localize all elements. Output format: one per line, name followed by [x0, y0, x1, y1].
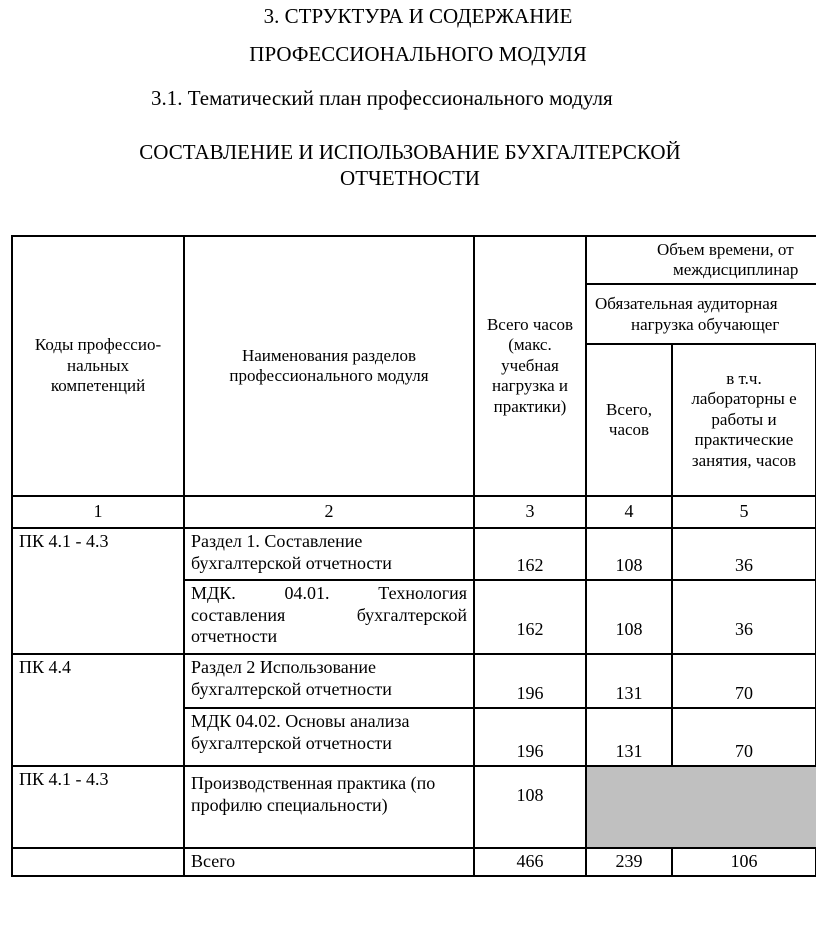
section-name: МДК. 04.01. Технология составления бухгалтерской отчетности: [184, 580, 474, 654]
header-codes: Коды профессио-нальных компетенций: [12, 236, 184, 496]
section-name: Раздел 1. Составление бухгалтерской отчетности: [184, 528, 474, 580]
all-hours-value: 131: [586, 654, 672, 708]
header-names: Наименования разделов профессионального модуля: [184, 236, 474, 496]
total-row: [12, 848, 816, 876]
module-title-line-1: СОСТАВЛЕНИЕ И ИСПОЛЬЗОВАНИЕ БУХГАЛТЕРСКОЙ: [139, 140, 681, 164]
header-all-hours: Всего, часов: [586, 344, 672, 496]
column-number: 5: [672, 496, 816, 528]
table-row: [12, 528, 816, 580]
header-mandatory-line-2: нагрузка обучающег: [631, 315, 780, 334]
total-hours-sum: 466: [474, 848, 586, 876]
header-lab: в т.ч. лабораторны е работы и практические занятия, часов: [672, 344, 816, 496]
column-number: 3: [474, 496, 586, 528]
all-hours-value: 108: [586, 580, 672, 654]
section-heading-line-2: ПРОФЕССИОНАЛЬНОГО МОДУЛЯ: [249, 42, 587, 66]
header-mandatory: [586, 284, 816, 344]
column-number-row: [12, 496, 816, 528]
lab-hours-value: 36: [672, 580, 816, 654]
shaded-empty-cell: [586, 766, 816, 848]
section-name: МДК 04.02. Основы анализа бухгалтерской отчетности: [184, 708, 474, 766]
header-volume-line-1: Объем времени, от: [657, 240, 794, 260]
subsection-heading: 3.1. Тематический план профессионального модуля: [151, 86, 613, 110]
section-name: Производственная практика (по профилю специальности): [184, 766, 474, 848]
lab-hours-value: 36: [672, 528, 816, 580]
column-number: 1: [12, 496, 184, 528]
header-volume: [586, 236, 816, 284]
table-row: [12, 654, 816, 708]
lab-hours-sum: 106: [672, 848, 816, 876]
column-number: 4: [586, 496, 672, 528]
section-heading-line-1: 3. СТРУКТУРА И СОДЕРЖАНИЕ: [263, 4, 573, 28]
total-hours-value: 162: [474, 528, 586, 580]
lab-hours-value: 70: [672, 654, 816, 708]
table-row: [12, 766, 816, 848]
total-hours-value: 196: [474, 654, 586, 708]
lab-hours-value: 70: [672, 708, 816, 766]
all-hours-sum: 239: [586, 848, 672, 876]
competence-code: ПК 4.1 - 4.3: [12, 766, 184, 848]
all-hours-value: 108: [586, 528, 672, 580]
total-hours-value: 162: [474, 580, 586, 654]
total-hours-value: 196: [474, 708, 586, 766]
all-hours-value: 131: [586, 708, 672, 766]
thematic-plan-table: [11, 235, 816, 877]
total-label: Всего: [184, 848, 474, 876]
header-volume-line-2: междисциплинар: [673, 260, 799, 279]
column-number: 2: [184, 496, 474, 528]
header-total-hours: Всего часов (макс. учебная нагрузка и практики): [474, 236, 586, 496]
competence-code: ПК 4.4: [12, 654, 184, 766]
header-mandatory-line-1: Обязательная аудиторная: [595, 293, 778, 313]
section-name: Раздел 2 Использование бухгалтерской отчетности: [184, 654, 474, 708]
total-code-empty: [12, 848, 184, 876]
competence-code: ПК 4.1 - 4.3: [12, 528, 184, 654]
table-header-row-1: [12, 236, 816, 284]
module-title-line-2: ОТЧЕТНОСТИ: [340, 166, 480, 190]
total-hours-value: 108: [474, 766, 586, 848]
